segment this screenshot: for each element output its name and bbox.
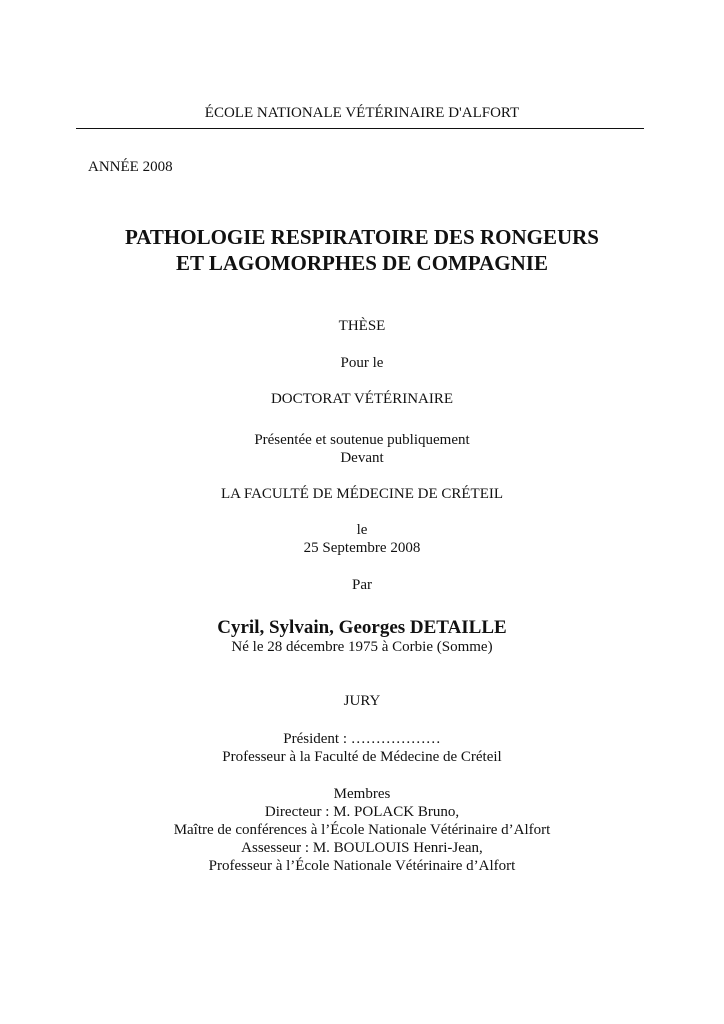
thesis-title-line-2: ET LAGOMORPHES DE COMPAGNIE xyxy=(175,251,548,275)
presented-text: Présentée et soutenue publiquement xyxy=(254,432,470,448)
thesis-title xyxy=(0,224,724,276)
faculty-name: LA FACULTÉ DE MÉDECINE DE CRÉTEIL xyxy=(220,486,504,502)
le-text: le xyxy=(356,522,368,538)
devant-text: Devant xyxy=(340,450,384,466)
jury-director: Directeur : M. POLACK Bruno, xyxy=(264,804,460,820)
jury-president: Président : ……………… xyxy=(283,731,441,747)
jury-assessor-title: Professeur à l’École Nationale Vétérinaire d’Alfort xyxy=(208,858,516,874)
jury-heading: JURY xyxy=(343,693,381,709)
header-rule xyxy=(76,128,644,129)
year-label: ANNÉE 2008 xyxy=(88,159,173,175)
defense-date: 25 Septembre 2008 xyxy=(303,540,421,556)
jury-assessor: Assesseur : M. BOULOUIS Henri-Jean, xyxy=(241,840,483,856)
pour-le-text: Pour le xyxy=(340,355,384,371)
jury-president-title: Professeur à la Faculté de Médecine de Créteil xyxy=(222,749,502,765)
thesis-label: THÈSE xyxy=(338,318,386,334)
par-text: Par xyxy=(352,577,372,593)
school-name: ÉCOLE NATIONALE VÉTÉRINAIRE D'ALFORT xyxy=(204,105,520,121)
author-birth: Né le 28 décembre 1975 à Corbie (Somme) xyxy=(231,639,493,655)
author-name: Cyril, Sylvain, Georges DETAILLE xyxy=(217,617,507,638)
jury-director-title: Maître de conférences à l’École Nationale Vétérinaire d’Alfort xyxy=(173,822,551,838)
jury-members-heading: Membres xyxy=(333,786,391,802)
degree-text: DOCTORAT VÉTÉRINAIRE xyxy=(270,391,454,407)
thesis-title-line-1: PATHOLOGIE RESPIRATOIRE DES RONGEURS xyxy=(125,225,599,249)
